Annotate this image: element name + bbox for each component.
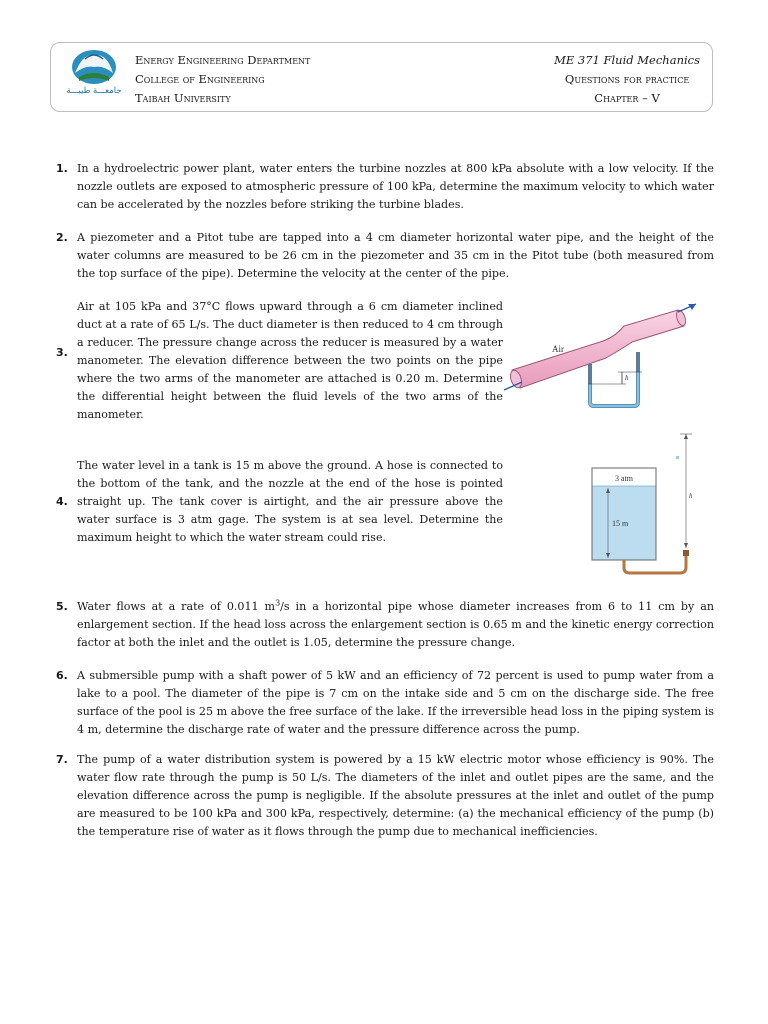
question-7-number: 7. xyxy=(56,753,68,766)
question-5-text-b: /s in a horizontal pipe whose diameter increases from 6 to 11 cm by an enlargement section. If the head loss across the enlargement section is 0.65 m and the kinetic energy correction factor at both the inlet and the outlet is 1.05, determine the pressure change. xyxy=(77,600,714,649)
university-name: Taibah University xyxy=(135,91,231,105)
question-2-text: A piezometer and a Pitot tube are tapped into a 4 cm diameter horizontal water pipe, and the height of the water columns are measured to be 26 cm in the piezometer and 35 cm in the Pitot tube (both measured from the top surface of the pipe). Determine the velocity at the center of the pipe. xyxy=(77,231,714,280)
document-subtitle: Questions for practice xyxy=(564,72,690,86)
air-label: Air xyxy=(552,344,564,354)
question-6 xyxy=(77,667,714,739)
department-name: Energy Engineering Department xyxy=(135,53,311,67)
question-5 xyxy=(77,598,714,652)
question-5-number: 5. xyxy=(56,600,68,613)
depth-label: 15 m xyxy=(612,519,629,528)
question-5-text-a: Water flows at a rate of 0.011 m xyxy=(77,600,276,613)
question-6-text: A submersible pump with a shaft power of 5 kW and an efficiency of 72 percent is used to pump water from a lake to a pool. The diameter of the pipe is 7 cm on the intake side and 5 cm on the discharge side. The free surface of the pool is 25 m above the free surface of the lake. If the irreversible head loss in the piping system is 4 m, determine the discharge rate of water and the pressure difference across the pump. xyxy=(77,669,714,736)
question-1-text: In a hydroelectric power plant, water enters the turbine nozzles at 800 kPa absolute with a low velocity. If the nozzle outlets are exposed to atmospheric pressure of 100 kPa, determine the maximum velocity to which water can be accelerated by the nozzles before striking the turbine blades. xyxy=(77,162,714,211)
question-5-superscript: 3 xyxy=(275,598,281,608)
question-7 xyxy=(77,751,714,841)
pressure-label: 3 atm xyxy=(615,474,633,483)
question-4-text: The water level in a tank is 15 m above the ground. A hose is connected to the bottom of the tank, and the nozzle at the end of the hose is pointed straight up. The tank cover is airtight, and the air pressure above the water surface is 3 atm gage. The system is at sea level. Determine the maximum height to which the water stream could rise. xyxy=(77,459,503,544)
figure-inclined-duct-manometer xyxy=(502,292,712,410)
department-block xyxy=(135,51,310,108)
question-6-number: 6. xyxy=(56,669,68,682)
logo-arabic-line1: جامعـــة طيبـــة xyxy=(66,86,122,96)
question-1 xyxy=(77,160,714,214)
question-3-number: 3. xyxy=(56,346,68,359)
question-4-number: 4. xyxy=(56,495,68,508)
question-4 xyxy=(77,457,503,547)
chapter-label: Chapter – V xyxy=(594,91,660,105)
college-name: College of Engineering xyxy=(135,72,265,86)
h-label-manometer: h xyxy=(625,374,629,382)
course-block xyxy=(554,51,700,108)
question-2 xyxy=(77,229,714,283)
question-5-text xyxy=(77,598,714,652)
university-logo-icon xyxy=(63,47,125,107)
question-3-text: Air at 105 kPa and 37°C flows upward through a 6 cm diameter inclined duct at a rate of 65 L/s. The duct diameter is then reduced to 4 cm through a reducer. The pressure change across the reducer is measured by a water manometer. The elevation difference between the two points on the pipe where the two arms of the manometer are attached is 0.20 m. Determine the differential height between the fluid levels of the two arms of the manometer. xyxy=(77,300,503,421)
question-2-number: 2. xyxy=(56,231,68,244)
figure-pressurized-tank xyxy=(588,428,708,578)
course-title: ME 371 Fluid Mechanics xyxy=(554,53,700,67)
question-1-number: 1. xyxy=(56,162,68,175)
page-header xyxy=(50,42,713,112)
question-7-text: The pump of a water distribution system is powered by a 15 kW electric motor whose efficiency is 90%. The water flow rate through the pump is 50 L/s. The diameters of the inlet and outlet pipes are the same, and the elevation difference across the pump is negligible. If the absolute pressures at the inlet and outlet of the pump are measured to be 100 kPa and 300 kPa, respectively, determine: (a) the mechanical efficiency of the pump (b) the temperature rise of water as it flows through the pump due to mechanical inefficiencies. xyxy=(77,753,714,838)
h-label-tank: h xyxy=(689,492,693,500)
question-3 xyxy=(77,298,503,424)
